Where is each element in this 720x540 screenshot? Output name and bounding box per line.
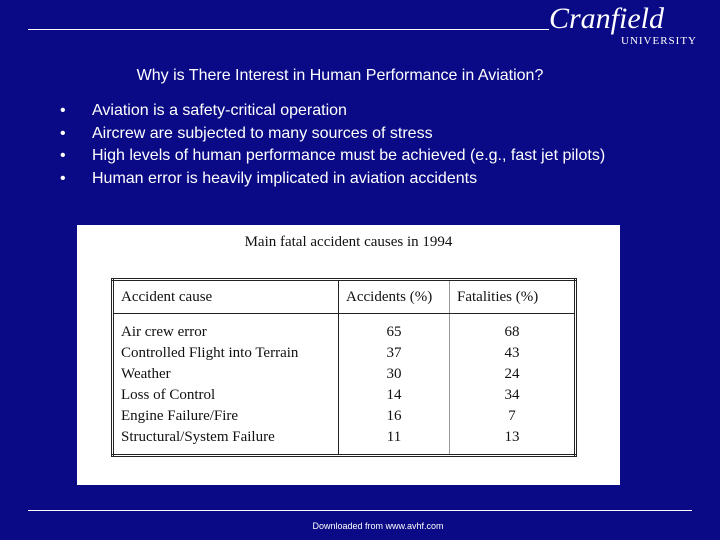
logo-subtitle: UNIVERSITY <box>621 35 697 47</box>
cell-fatalities: 68 <box>450 314 576 344</box>
cranfield-logo <box>549 2 697 47</box>
top-rule <box>28 29 549 30</box>
cell-accidents: 11 <box>339 427 450 456</box>
cell-cause: Controlled Flight into Terrain <box>121 345 299 361</box>
bullet-item <box>60 123 605 146</box>
bullet-item <box>60 100 605 123</box>
cell-cause: Structural/System Failure <box>121 429 275 445</box>
bullet-icon: • <box>60 102 66 119</box>
figure-title: Main fatal accident causes in 1994 <box>244 234 453 250</box>
cell-accidents: 14 <box>339 385 450 406</box>
cell-fatalities: 43 <box>450 343 576 364</box>
bullet-text: Aviation is a safety-critical operation <box>92 102 347 119</box>
table-row <box>113 406 576 427</box>
header-cause: Accident cause <box>113 280 339 314</box>
table-row <box>113 364 576 385</box>
bullet-icon: • <box>60 169 66 187</box>
bullet-text: Human error is heavily implicated in aviation accidents <box>92 169 478 187</box>
table-row <box>113 427 576 456</box>
bullet-text: High levels of human performance must be achieved (e.g., fast jet pilots) <box>92 147 606 165</box>
cell-fatalities: 7 <box>450 406 576 427</box>
cell-accidents: 65 <box>339 314 450 344</box>
header-accidents: Accidents (%) <box>339 280 450 314</box>
cell-cause: Engine Failure/Fire <box>121 408 239 424</box>
slide-title: Why is There Interest in Human Performance in Aviation? <box>136 67 544 84</box>
table-row <box>113 385 576 406</box>
logo-name: Cranfield <box>549 2 665 35</box>
cell-fatalities: 34 <box>450 385 576 406</box>
bullet-icon: • <box>60 147 66 165</box>
accident-table <box>111 278 577 457</box>
cell-accidents: 16 <box>339 406 450 427</box>
accident-table-figure <box>77 225 620 485</box>
table-header-row <box>113 280 576 314</box>
footer-source: Downloaded from www.avhf.com <box>312 521 444 531</box>
table-row <box>113 314 576 344</box>
cell-cause: Loss of Control <box>121 387 216 403</box>
bullet-item <box>60 145 605 168</box>
header-fatalities: Fatalities (%) <box>450 280 576 314</box>
cell-accidents: 30 <box>339 364 450 385</box>
table-row <box>113 343 576 364</box>
cell-cause: Air crew error <box>121 324 207 340</box>
cell-fatalities: 24 <box>450 364 576 385</box>
bullet-icon: • <box>60 124 66 142</box>
cell-accidents: 37 <box>339 343 450 364</box>
bullet-item <box>60 168 605 191</box>
bottom-rule <box>28 510 692 511</box>
bullet-list <box>60 100 605 190</box>
cell-cause: Weather <box>121 366 171 382</box>
bullet-text: Aircrew are subjected to many sources of stress <box>92 124 433 142</box>
cell-fatalities: 13 <box>450 427 576 456</box>
